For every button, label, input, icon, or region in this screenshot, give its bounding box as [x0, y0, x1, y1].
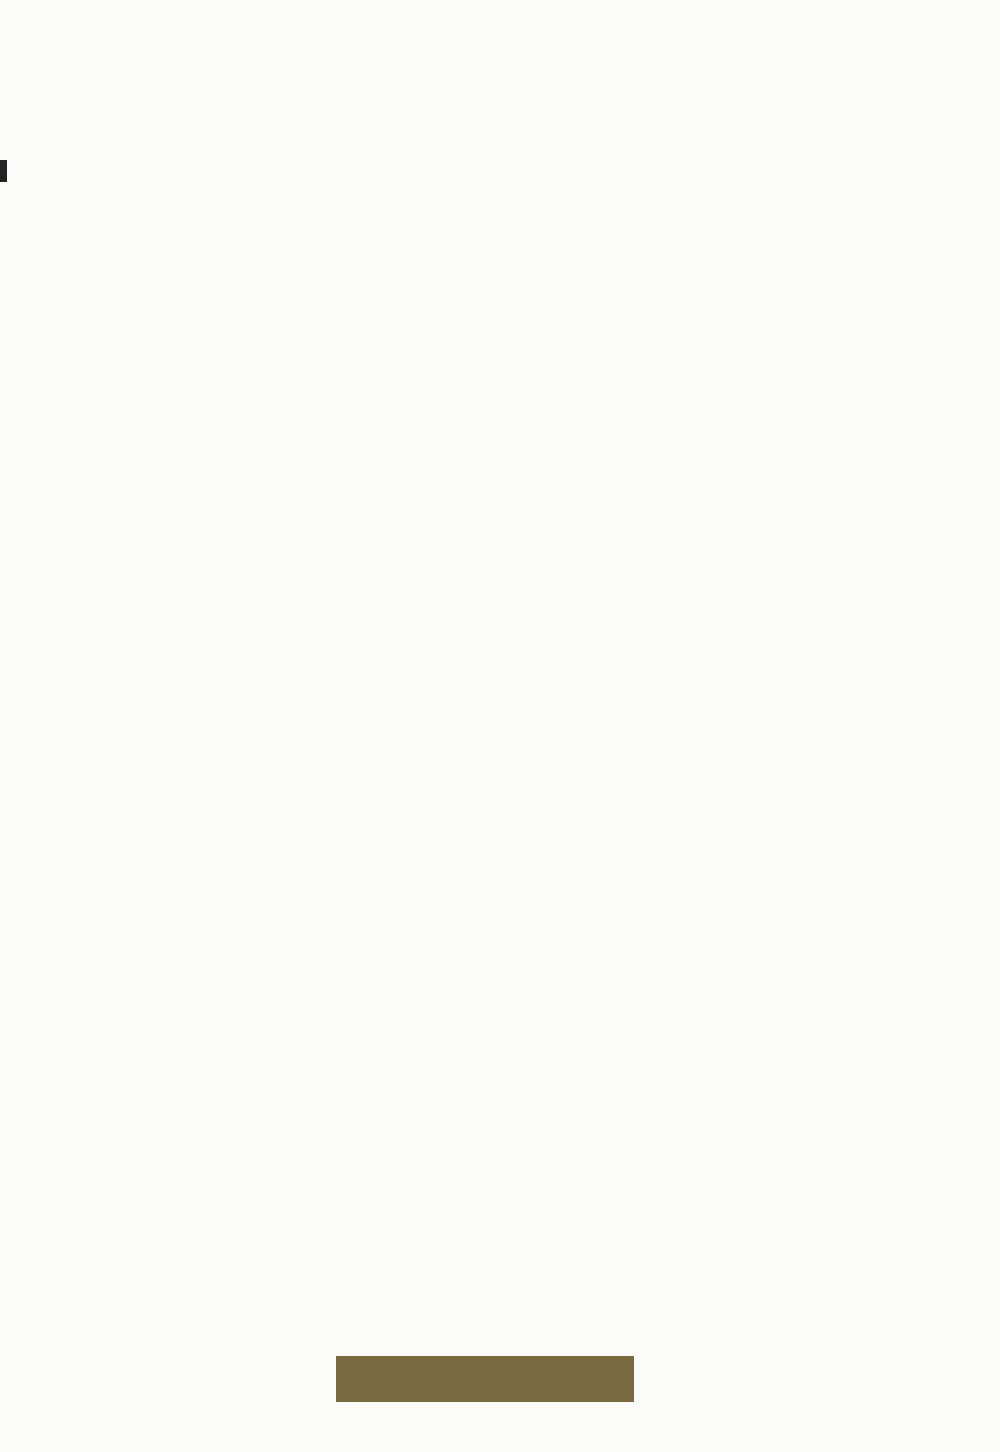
page-number: [940, 1403, 964, 1425]
toc-bottom-section: [100, 750, 970, 1370]
watermark-banner: [336, 1356, 634, 1402]
edge-mark: [0, 160, 7, 182]
toc-top-section: [100, 70, 970, 700]
